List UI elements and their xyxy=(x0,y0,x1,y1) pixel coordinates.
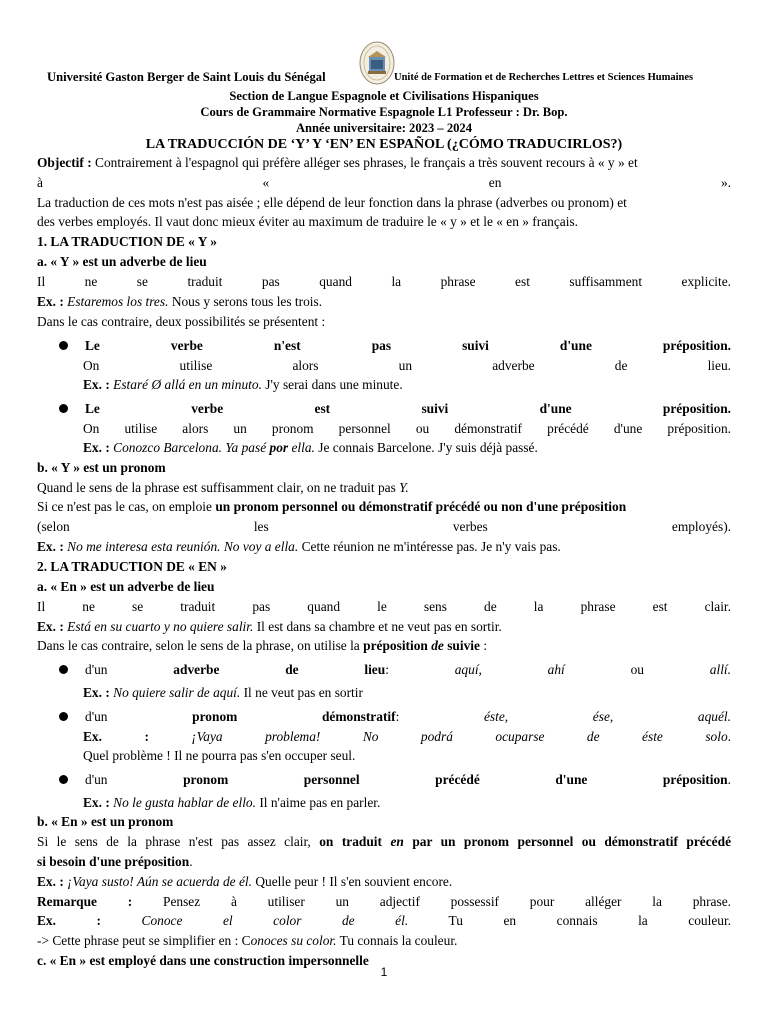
example-spanish: No le gusta hablar de ello. xyxy=(113,794,256,810)
remark-simplification xyxy=(37,931,731,951)
example-french: Tu en connais la couleur. xyxy=(448,913,732,929)
bullet-detail: On utilise alors un adverbe de lieu. xyxy=(83,357,731,373)
page-title: LA TRADUCCIÓN DE ‘Y’ Y ‘EN’ EN ESPAÑOL (¿CÓMO TRADUCIRLOS?) xyxy=(145,137,623,152)
example-spanish: No quiere salir de aquí. xyxy=(113,685,241,701)
objective-label: Objectif : xyxy=(37,155,92,170)
text: d'un xyxy=(85,708,108,724)
text: Si ce n'est pas le cas, on emploie xyxy=(37,499,212,515)
text: ou xyxy=(630,662,644,678)
text: Dans le cas contraire, selon le sens de la phrase, on utilise la xyxy=(37,638,360,654)
example-french: Il n'aime pas en parler. xyxy=(259,794,381,810)
text-bold: suivie xyxy=(447,638,480,654)
s1a-line2: Dans le cas contraire, deux possibilités se présentent : xyxy=(37,313,326,329)
section-1a-heading: a. « Y » est un adverbe de lieu xyxy=(37,254,207,270)
text: : xyxy=(483,638,488,654)
bullet-icon xyxy=(37,336,85,350)
remark-text: Pensez à utiliser un adjectif possessif pour alléger la phrase. xyxy=(163,893,731,909)
s1b-example xyxy=(37,537,731,557)
objective-line1 xyxy=(37,153,731,173)
bullet-icon xyxy=(37,399,85,413)
s1a-example xyxy=(37,292,731,312)
intro-paragraph-line1: La traduction de ces mots n'est pas aisée ; elle dépend de leur fonction dans la phrase (adverbes ou pronom) et xyxy=(37,194,627,210)
remark-line xyxy=(37,892,731,912)
s2a-example xyxy=(37,617,731,637)
course-name: Cours de Grammaire Normative Espagnole L1 Professeur : Dr. Bop. xyxy=(200,105,568,119)
example-label: Ex. : xyxy=(83,728,149,744)
example-french: Il ne veut pas en sortir xyxy=(243,685,363,701)
bullet-title: Le verbe est suivi d'une préposition. xyxy=(85,400,731,416)
university-name: Université Gaston Berger de Saint Louis du Sénégal xyxy=(47,70,326,84)
text: . xyxy=(727,728,731,744)
bullet-example xyxy=(83,438,731,458)
s2b-example xyxy=(37,872,731,892)
header-top xyxy=(37,38,731,88)
text: : xyxy=(395,708,400,724)
text: . xyxy=(727,771,731,787)
text: Tu connais la couleur. xyxy=(339,933,458,949)
remark-example xyxy=(37,911,731,931)
example-french: Nous y serons tous les trois. xyxy=(171,293,323,309)
objective-text-a: à xyxy=(37,174,43,190)
bullet-title xyxy=(85,770,731,790)
example-french: Je connais Barcelone. J'y suis déjà passé. xyxy=(318,440,538,456)
example-label: Ex. : xyxy=(83,794,110,810)
example-spanish: No me interesa esta reunión. No voy a ella. xyxy=(67,538,299,554)
bullet-item xyxy=(37,660,731,680)
bullet-example-translation: Quel problème ! Il ne pourra pas s'en occuper seul. xyxy=(83,748,356,764)
bullet-title xyxy=(85,707,731,727)
example-label: Ex. : xyxy=(83,440,110,456)
section-2b-heading: b. « En » est un pronom xyxy=(37,814,174,830)
example-spanish: ¡Vaya problema! No podrá ocuparse de éste solo xyxy=(191,728,728,744)
bullet-icon xyxy=(37,660,85,674)
text-italic: aquí, ahí xyxy=(454,662,565,678)
objective-line2 xyxy=(37,173,731,193)
text-bold: par un pronom personnel ou démonstratif précédé xyxy=(412,834,732,850)
bullet-item xyxy=(37,707,731,727)
text-bold: pronom démonstratif xyxy=(192,708,396,724)
university-seal-icon xyxy=(359,41,395,85)
example-label: Ex. : xyxy=(37,618,64,634)
text-bold: si besoin d'une préposition xyxy=(37,853,190,869)
example-spanish: Está en su cuarto y no quiere salir. xyxy=(67,618,254,634)
example-spanish: ella. xyxy=(291,440,315,456)
example-label: Ex. : xyxy=(37,873,64,889)
text: Quand le sens de la phrase est suffisamment clair, on ne traduit pas xyxy=(37,479,396,495)
s2b-line2 xyxy=(37,852,731,872)
remark-label: Remarque : xyxy=(37,893,133,909)
s1b-line2 xyxy=(37,497,731,517)
text-bold-italic: en xyxy=(390,834,404,850)
intro-paragraph-line2: des verbes employés. Il vaut donc mieux éviter au maximum de traduire le « y » et le « en » français. xyxy=(37,214,579,230)
unit-name: Unité de Formation et de Recherches Lettres et Sciences Humaines xyxy=(394,72,694,83)
example-spanish: Conozco Barcelona. Ya pasé xyxy=(113,440,267,456)
example-spanish: Estaremos los tres. xyxy=(67,293,169,309)
objective-text-en: « en ». xyxy=(262,174,731,190)
s2a-line2 xyxy=(37,636,731,656)
bullet-item xyxy=(37,399,731,419)
text-italic: onoces su color. xyxy=(250,933,337,949)
bullet-title xyxy=(85,660,731,680)
text: Si le sens de la phrase n'est pas assez clair, xyxy=(37,834,311,850)
example-spanish: Conoce el color de él. xyxy=(141,913,409,929)
text-italic: éste, ése, aquél. xyxy=(483,708,731,724)
example-french: J'y serai dans une minute. xyxy=(265,377,403,393)
example-label: Ex. : xyxy=(37,913,101,929)
objective-text: Contrairement à l'espagnol qui préfère alléger ses phrases, le français a très souvent recours à « y » et xyxy=(95,155,638,170)
example-spanish: ¡Vaya susto! Aún se acuerda de él. xyxy=(67,873,252,889)
example-spanish: Estaré Ø allá en un minuto. xyxy=(113,377,262,393)
text: d'un xyxy=(85,771,108,787)
page-number: 1 xyxy=(380,965,388,979)
section-2c-heading: c. « En » est employé dans une construction impersonnelle xyxy=(37,952,369,968)
example-french: Cette réunion ne m'intéresse pas. Je n'y vais pas. xyxy=(301,538,561,554)
example-label: Ex. : xyxy=(37,538,64,554)
bullet-item xyxy=(37,770,731,790)
bullet-example xyxy=(83,375,731,395)
section-2a-heading: a. « En » est un adverbe de lieu xyxy=(37,578,215,594)
text-bold: pronom personnel précédé d'une préposition xyxy=(183,771,728,787)
text-bold: adverbe de lieu xyxy=(173,662,386,678)
s2b-line1 xyxy=(37,832,731,852)
bullet-example xyxy=(83,683,731,703)
example-label: Ex. : xyxy=(37,293,64,309)
academic-year: Année universitaire: 2023 – 2024 xyxy=(295,121,473,135)
section-1-heading: 1. LA TRADUCTION DE « Y » xyxy=(37,234,217,250)
text: d'un xyxy=(85,662,108,678)
text: . xyxy=(189,853,193,869)
s2a-line1: Il ne se traduit pas quand le sens de la phrase est clair. xyxy=(37,598,731,614)
text: -> Cette phrase peut se simplifier en : C xyxy=(37,933,251,949)
bullet-example xyxy=(83,727,731,747)
text-bold-italic: de xyxy=(431,638,444,654)
section-2-heading: 2. LA TRADUCTION DE « EN » xyxy=(37,558,227,574)
text-bold: préposition xyxy=(363,638,428,654)
page-content xyxy=(37,38,731,971)
bullet-icon xyxy=(37,770,85,784)
section-1b-heading: b. « Y » est un pronom xyxy=(37,459,166,475)
bullet-example xyxy=(83,793,731,813)
example-label: Ex. : xyxy=(83,377,110,393)
example-preposition: por xyxy=(269,440,289,456)
bullet-detail: On utilise alors un pronom personnel ou démonstratif précédé d'une préposition. xyxy=(83,420,731,436)
section-name: Section de Langue Espagnole et Civilisations Hispaniques xyxy=(229,89,539,103)
example-french: Il est dans sa chambre et ne veut pas en sortir. xyxy=(256,618,502,634)
s1b-line3: (selon les verbes employés). xyxy=(37,519,731,535)
example-french: Quelle peur ! Il s'en souvient encore. xyxy=(255,873,453,889)
s1a-line1: Il ne se traduit pas quand la phrase est suffisamment explicite. xyxy=(37,274,731,290)
s1b-line1 xyxy=(37,478,731,498)
bullet-item xyxy=(37,336,731,356)
text-italic: allí. xyxy=(709,662,731,678)
example-label: Ex. : xyxy=(83,685,110,701)
text-bold: on traduit xyxy=(319,834,382,850)
text: : xyxy=(385,662,389,678)
text-bold: un pronom personnel ou démonstratif précédé ou non d'une préposition xyxy=(215,499,627,515)
bullet-title: Le verbe n'est pas suivi d'une préposition. xyxy=(85,337,731,353)
text-italic: Y. xyxy=(399,479,409,495)
bullet-icon xyxy=(37,707,85,721)
